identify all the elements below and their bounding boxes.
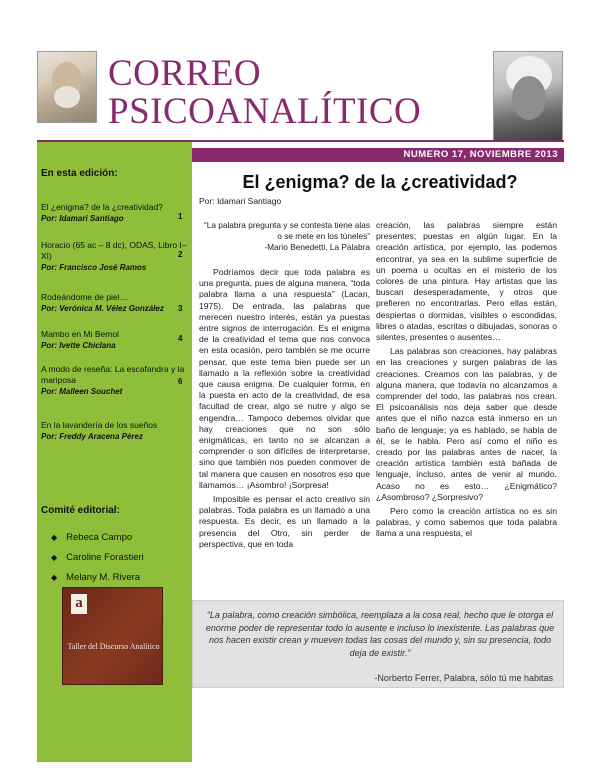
- committee-heading: Comité editorial:: [41, 505, 120, 516]
- toc-item-author: Por: Freddy Aracena Pérez: [41, 432, 143, 441]
- taller-logo: [62, 587, 163, 685]
- toc-page-number: 6: [178, 377, 183, 386]
- toc-item-title: En la lavandería de los sueños: [41, 420, 158, 430]
- pull-quote: [192, 600, 564, 688]
- toc-item-title: Mambo en Mi Bemol: [41, 329, 119, 339]
- toc-item[interactable]: [41, 364, 189, 397]
- article-column-2: [376, 220, 557, 543]
- portrait-lacan: [493, 51, 563, 141]
- pull-quote-text: “La palabra, como creación simbólica, reemplaza a la cosa real, hecho que le otorga el enorme poder de representar todo lo ausente e incluso lo inexistente. Las palabras que nos hacen existir crean y mueven todas las cosas del mundo y, sin su presencia, todo deja de existir.”: [205, 610, 555, 658]
- portrait-face: [512, 76, 546, 120]
- toc-item-author: Por: Idamari Santiago: [41, 214, 124, 223]
- toc-page-number: 1: [178, 212, 183, 221]
- paragraph: Las palabras son creaciones, hay palabras en las creaciones y surgen palabras de las creaciones. Creamos con las palabras, y de alguna manera, que todavía no alcanzamos a comprender del todo, las palabras nos crean. El psicoanálisis nos deja saber que desde antes que el niño nazca está inmerso en un baño de lenguaje; ya es hablado, se habla de él, se le habla. Pero así como el niño es creado por las palabras antes de nacer, la creación artística también está bañada de lenguaje, incluso, antes de venir al mundo. Acaso no es esto… ¿Enigmático? ¿Asombroso? ¿Sorpresivo?: [376, 346, 557, 502]
- logo-letter: a: [71, 594, 87, 614]
- paragraph: Podríamos decir que toda palabra es una pregunta, pues de alguna manera, “toda palabra llama a una respuesta” (Lacan, 1975). De entrada, las palabras que merecen nuestro interés, están ya puestas entre signos de interrogación. Es el enigma de la creatividad el tema que nos convoca en esta ocasión, pero también se me ocurre pensar, que este tema bien puede ser un llamado a la reflexión sobre la creatividad que causa enigma. De cualquier forma, en la puesta en acto de la creatividad, de esa facultad de crear, algo se nutre y algo se engendra… Tampoco debemos olvidar que hay creaciones que no son sólo enigmáticas, en tanto no se alcanzan a comprender o son difíciles de interpretarse, sino que también nos pueden conmover de tal manera que causen en nosotros eso que llamamos… ¡Asombro! ¡Sorpresa!: [199, 267, 370, 490]
- committee-member: ◆ Melany M. Rivera: [51, 568, 144, 588]
- toc-item-author: Por: Malleen Souchet: [41, 387, 123, 396]
- committee-list: [51, 528, 144, 588]
- committee-member: ◆ Rebeca Campo: [51, 528, 144, 548]
- logo-text: Taller del Discurso Analítico: [67, 642, 160, 651]
- masthead: [108, 55, 421, 131]
- toc-page-number: 4: [178, 334, 183, 343]
- toc-item[interactable]: [41, 202, 189, 224]
- toc-item-author: Por: Ivette Chiclana: [41, 341, 116, 350]
- toc-item[interactable]: [41, 420, 189, 442]
- masthead-line2: PSICOANALÍTICO: [108, 91, 422, 132]
- epigraph-text: “La palabra pregunta y se contesta tiene alas o se mete en los túneles”: [203, 220, 370, 241]
- paragraph: Pero como la creación artística no es sin palabras, y como sabemos que toda palabra llama a una respuesta, el: [376, 506, 557, 539]
- paragraph: creación, las palabras siempre están presentes; puestas en algún lugar. En la creación artística, por ejemplo, las podemos encontrar, ya sea en la sublime superficie de un poema u ocultas en el misterio de los colores de una pintura. Hay artistas que las buscan desesperadamente, y otros que prefieren no encontrarlas. Pero ellas están, despiertas o dormidas, visibles o escondidas, libres o atadas, escritas o dibujadas, sonoras o silentes, presentes o ausentes…: [376, 220, 557, 343]
- toc-page-number: 3: [178, 304, 183, 313]
- toc-item[interactable]: [41, 240, 189, 273]
- toc-item-author: Por: Francisco José Ramos: [41, 263, 147, 272]
- toc-item-title: Horacio (65 ac – 8 dc), ODAS, Libro I–XI): [41, 240, 187, 261]
- in-this-edition-heading: En esta edición:: [41, 168, 118, 179]
- article-column-1: [199, 220, 370, 553]
- committee-member: ◆ Caroline Forastieri: [51, 548, 144, 568]
- portrait-beard: [54, 86, 80, 108]
- toc-item-title: El ¿enigma? de la ¿creatividad?: [41, 202, 163, 212]
- masthead-line1: CORREO: [108, 53, 262, 94]
- toc-item[interactable]: [41, 292, 189, 314]
- epigraph-attribution: -Mario Benedetti, La Palabra: [264, 242, 370, 252]
- toc-item-title: A modo de reseña: La escafandra y la mariposa: [41, 364, 185, 385]
- article-title: El ¿enigma? de la ¿creatividad?: [242, 172, 518, 192]
- epigraph: [199, 220, 370, 253]
- toc-page-number: 2: [178, 250, 183, 259]
- sidebar: [37, 142, 192, 762]
- issue-banner: NUMERO 17, NOVIEMBRE 2013: [192, 148, 564, 162]
- toc-item[interactable]: [41, 329, 189, 351]
- pull-quote-attribution: -Norberto Ferrer, Palabra, sólo tú me habitas: [374, 673, 553, 683]
- article-byline: Por: Idamari Santiago: [199, 196, 282, 206]
- portrait-freud: [37, 51, 97, 123]
- paragraph: Imposible es pensar el acto creativo sin palabras. Toda palabra es un llamado a una respuesta. Es decir, es un llamado a la presencia del Otro, sin perder de perspectiva, que en toda: [199, 494, 370, 549]
- toc-item-author: Por: Verónica M. Vélez González: [41, 304, 164, 313]
- toc-item-title: Rodeándome de piel…: [41, 292, 128, 302]
